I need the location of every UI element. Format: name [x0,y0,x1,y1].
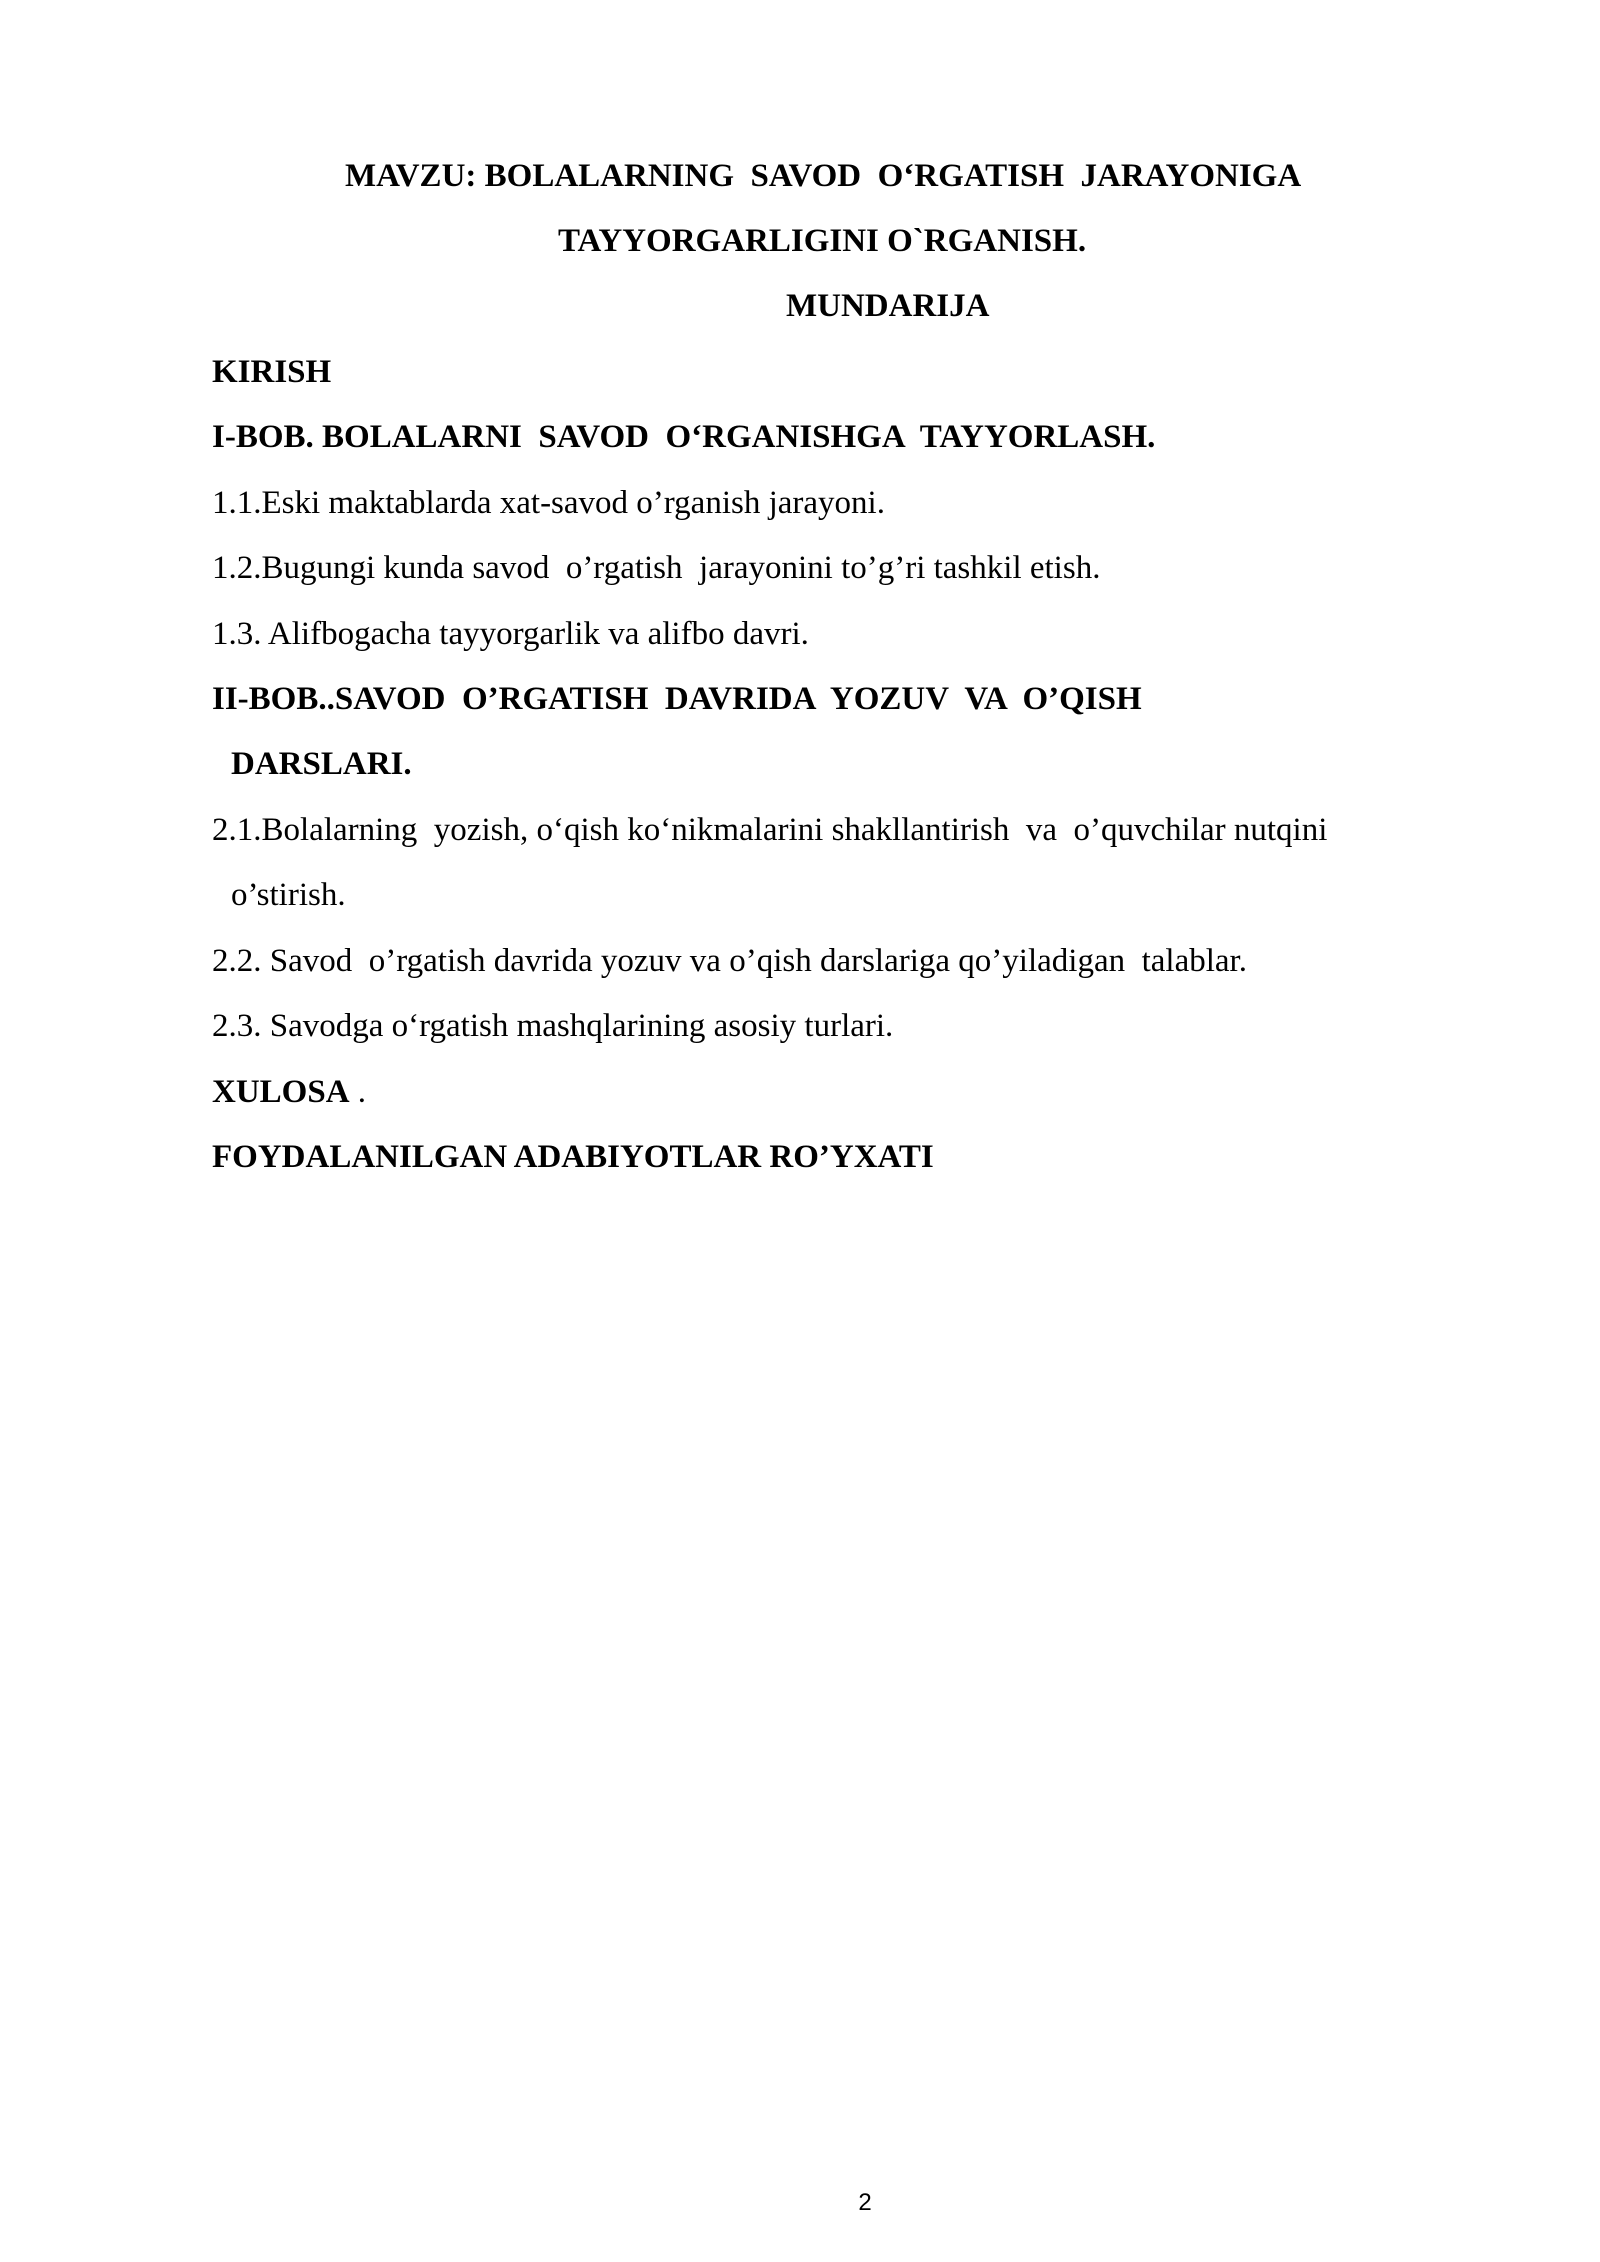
toc-xulosa-label: XULOSA [212,1074,350,1110]
toc-chapter-2-line-1: II-BOB..SAVOD O’RGATISH DAVRIDA YOZUV VA O’QISH [212,681,1142,717]
toc-section-2-3: 2.3. Savodga o‘rgatish mashqlarining asosiy turlari. [212,1008,894,1044]
page-number: 2 [858,2189,872,2216]
contents-heading: MUNDARIJA [786,288,990,324]
toc-section-1-3: 1.3. Alifbogacha tayyorgarlik va alifbo davri. [212,616,809,652]
toc-chapter-2-line-2: DARSLARI. [231,746,412,782]
title-line-1: MAVZU: BOLALARNING SAVOD O‘RGATISH JARAYONIGA [345,158,1302,194]
toc-section-1-2: 1.2.Bugungi kunda savod o’rgatish jarayonini to’g’ri tashkil etish. [212,550,1101,586]
toc-xulosa [212,1072,366,1112]
toc-references: FOYDALANILGAN ADABIYOTLAR RO’YXATI [212,1139,934,1175]
toc-chapter-1: I-BOB. BOLALARNI SAVOD O‘RGANISHGA TAYYORLASH. [212,419,1156,455]
toc-section-2-1-line-2: o’stirish. [231,877,346,913]
toc-section-2-2: 2.2. Savod o’rgatish davrida yozuv va o’qish darslariga qo’yiladigan talablar. [212,943,1247,979]
toc-section-2-1-line-1: 2.1.Bolalarning yozish, o‘qish ko‘nikmalarini shakllantirish va o’quvchilar nutqini [212,812,1328,848]
toc-kirish: KIRISH [212,354,332,390]
toc-section-1-1: 1.1.Eski maktablarda xat-savod o’rganish jarayoni. [212,485,885,521]
title-line-2: TAYYORGARLIGINI O`RGANISH. [558,223,1087,259]
toc-xulosa-suffix: . [349,1074,367,1110]
